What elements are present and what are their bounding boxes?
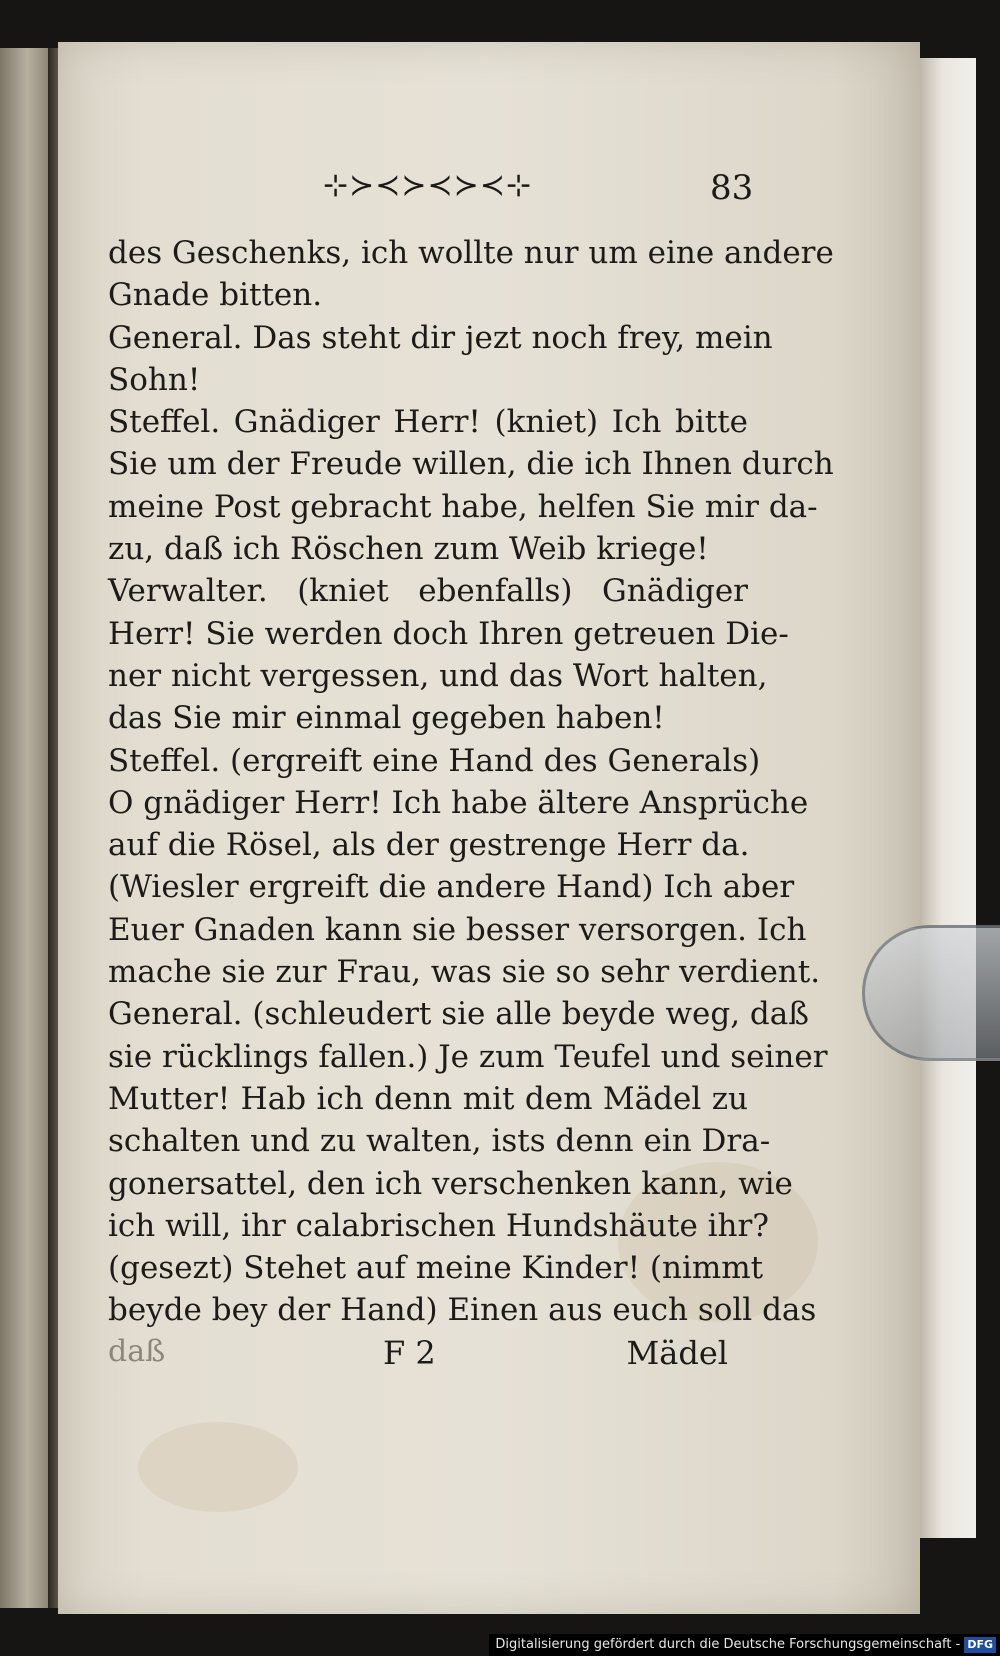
- text-line: O gnädiger Herr! Ich habe ältere Ansprüche: [108, 784, 809, 821]
- text-line: (gesezt) Stehet auf meine Kinder! (nimmt: [108, 1250, 764, 1287]
- text-line: meine Post gebracht habe, helfen Sie mir da-: [108, 488, 818, 525]
- page-clip: [862, 925, 1000, 1061]
- text-line: Verwalter. (kniet ebenfalls) Gnädiger: [108, 573, 748, 610]
- running-header: [110, 168, 754, 212]
- digitization-credit: [489, 1634, 1000, 1656]
- text-line: sie rücklings fallen.) Je zum Teufel und seiner: [108, 1038, 828, 1075]
- text-line: General. (schleudert sie alle beyde weg, daß: [108, 996, 809, 1033]
- dfg-logo-icon: DFG: [964, 1637, 996, 1653]
- page-footer: [108, 1334, 748, 1382]
- text-line: Mutter! Hab ich denn mit dem Mädel zu: [108, 1080, 748, 1117]
- text-line: (Wiesler ergreift die andere Hand) Ich aber: [108, 869, 795, 906]
- text-line: Gnade bitten.: [108, 277, 323, 314]
- text-line: Steffel. (ergreift eine Hand des Generals): [108, 742, 761, 779]
- text-line: zu, daß ich Röschen zum Weib kriege!: [108, 531, 709, 568]
- header-ornament: ⊹≻≺≻≺≻≺⊹: [323, 168, 533, 203]
- text-line: schalten und zu walten, ists denn ein Dra-: [108, 1123, 771, 1160]
- text-line: Sohn!: [108, 361, 201, 398]
- text-line: gonersattel, den ich verschenken kann, wie: [108, 1165, 793, 1202]
- text-line: auf die Rösel, als der gestrenge Herr da.: [108, 827, 750, 864]
- text-line: ich will, ihr calabrischen Hundshäute ihr?: [108, 1207, 769, 1244]
- text-line: General. Das steht dir jezt noch frey, mein: [108, 319, 773, 356]
- text-line: des Geschenks, ich wollte nur um eine andere: [108, 235, 834, 271]
- text-line: Herr! Sie werden doch Ihren getreuen Die-: [108, 615, 789, 652]
- text-line: Sie um der Freude willen, die ich Ihnen durch: [108, 446, 834, 483]
- text-line: Steffel. Gnädiger Herr! (kniet) Ich bitte: [108, 404, 748, 441]
- page-stack-edge: [920, 58, 976, 1538]
- text-line: mache sie zur Frau, was sie so sehr verdient.: [108, 954, 821, 991]
- signature-mark: F 2: [383, 1334, 436, 1372]
- page-number: 83: [710, 168, 754, 208]
- text-line: beyde bey der Hand) Einen aus euch soll das: [108, 1292, 817, 1329]
- facing-page-edge: [0, 48, 50, 1608]
- text-line: ner nicht vergessen, und das Wort halten,: [108, 657, 768, 694]
- text-line: Euer Gnaden kann sie besser versorgen. Ich: [108, 911, 807, 948]
- bleed-through-text: daß: [108, 1334, 166, 1369]
- paper-stain: [138, 1422, 298, 1512]
- catchword: Mädel: [626, 1334, 728, 1372]
- body-text: [108, 232, 834, 1332]
- text-line: das Sie mir einmal gegeben haben!: [108, 700, 665, 737]
- credit-text: Digitalisierung gefördert durch die Deutsche Forschungsgemeinschaft -: [495, 1637, 961, 1652]
